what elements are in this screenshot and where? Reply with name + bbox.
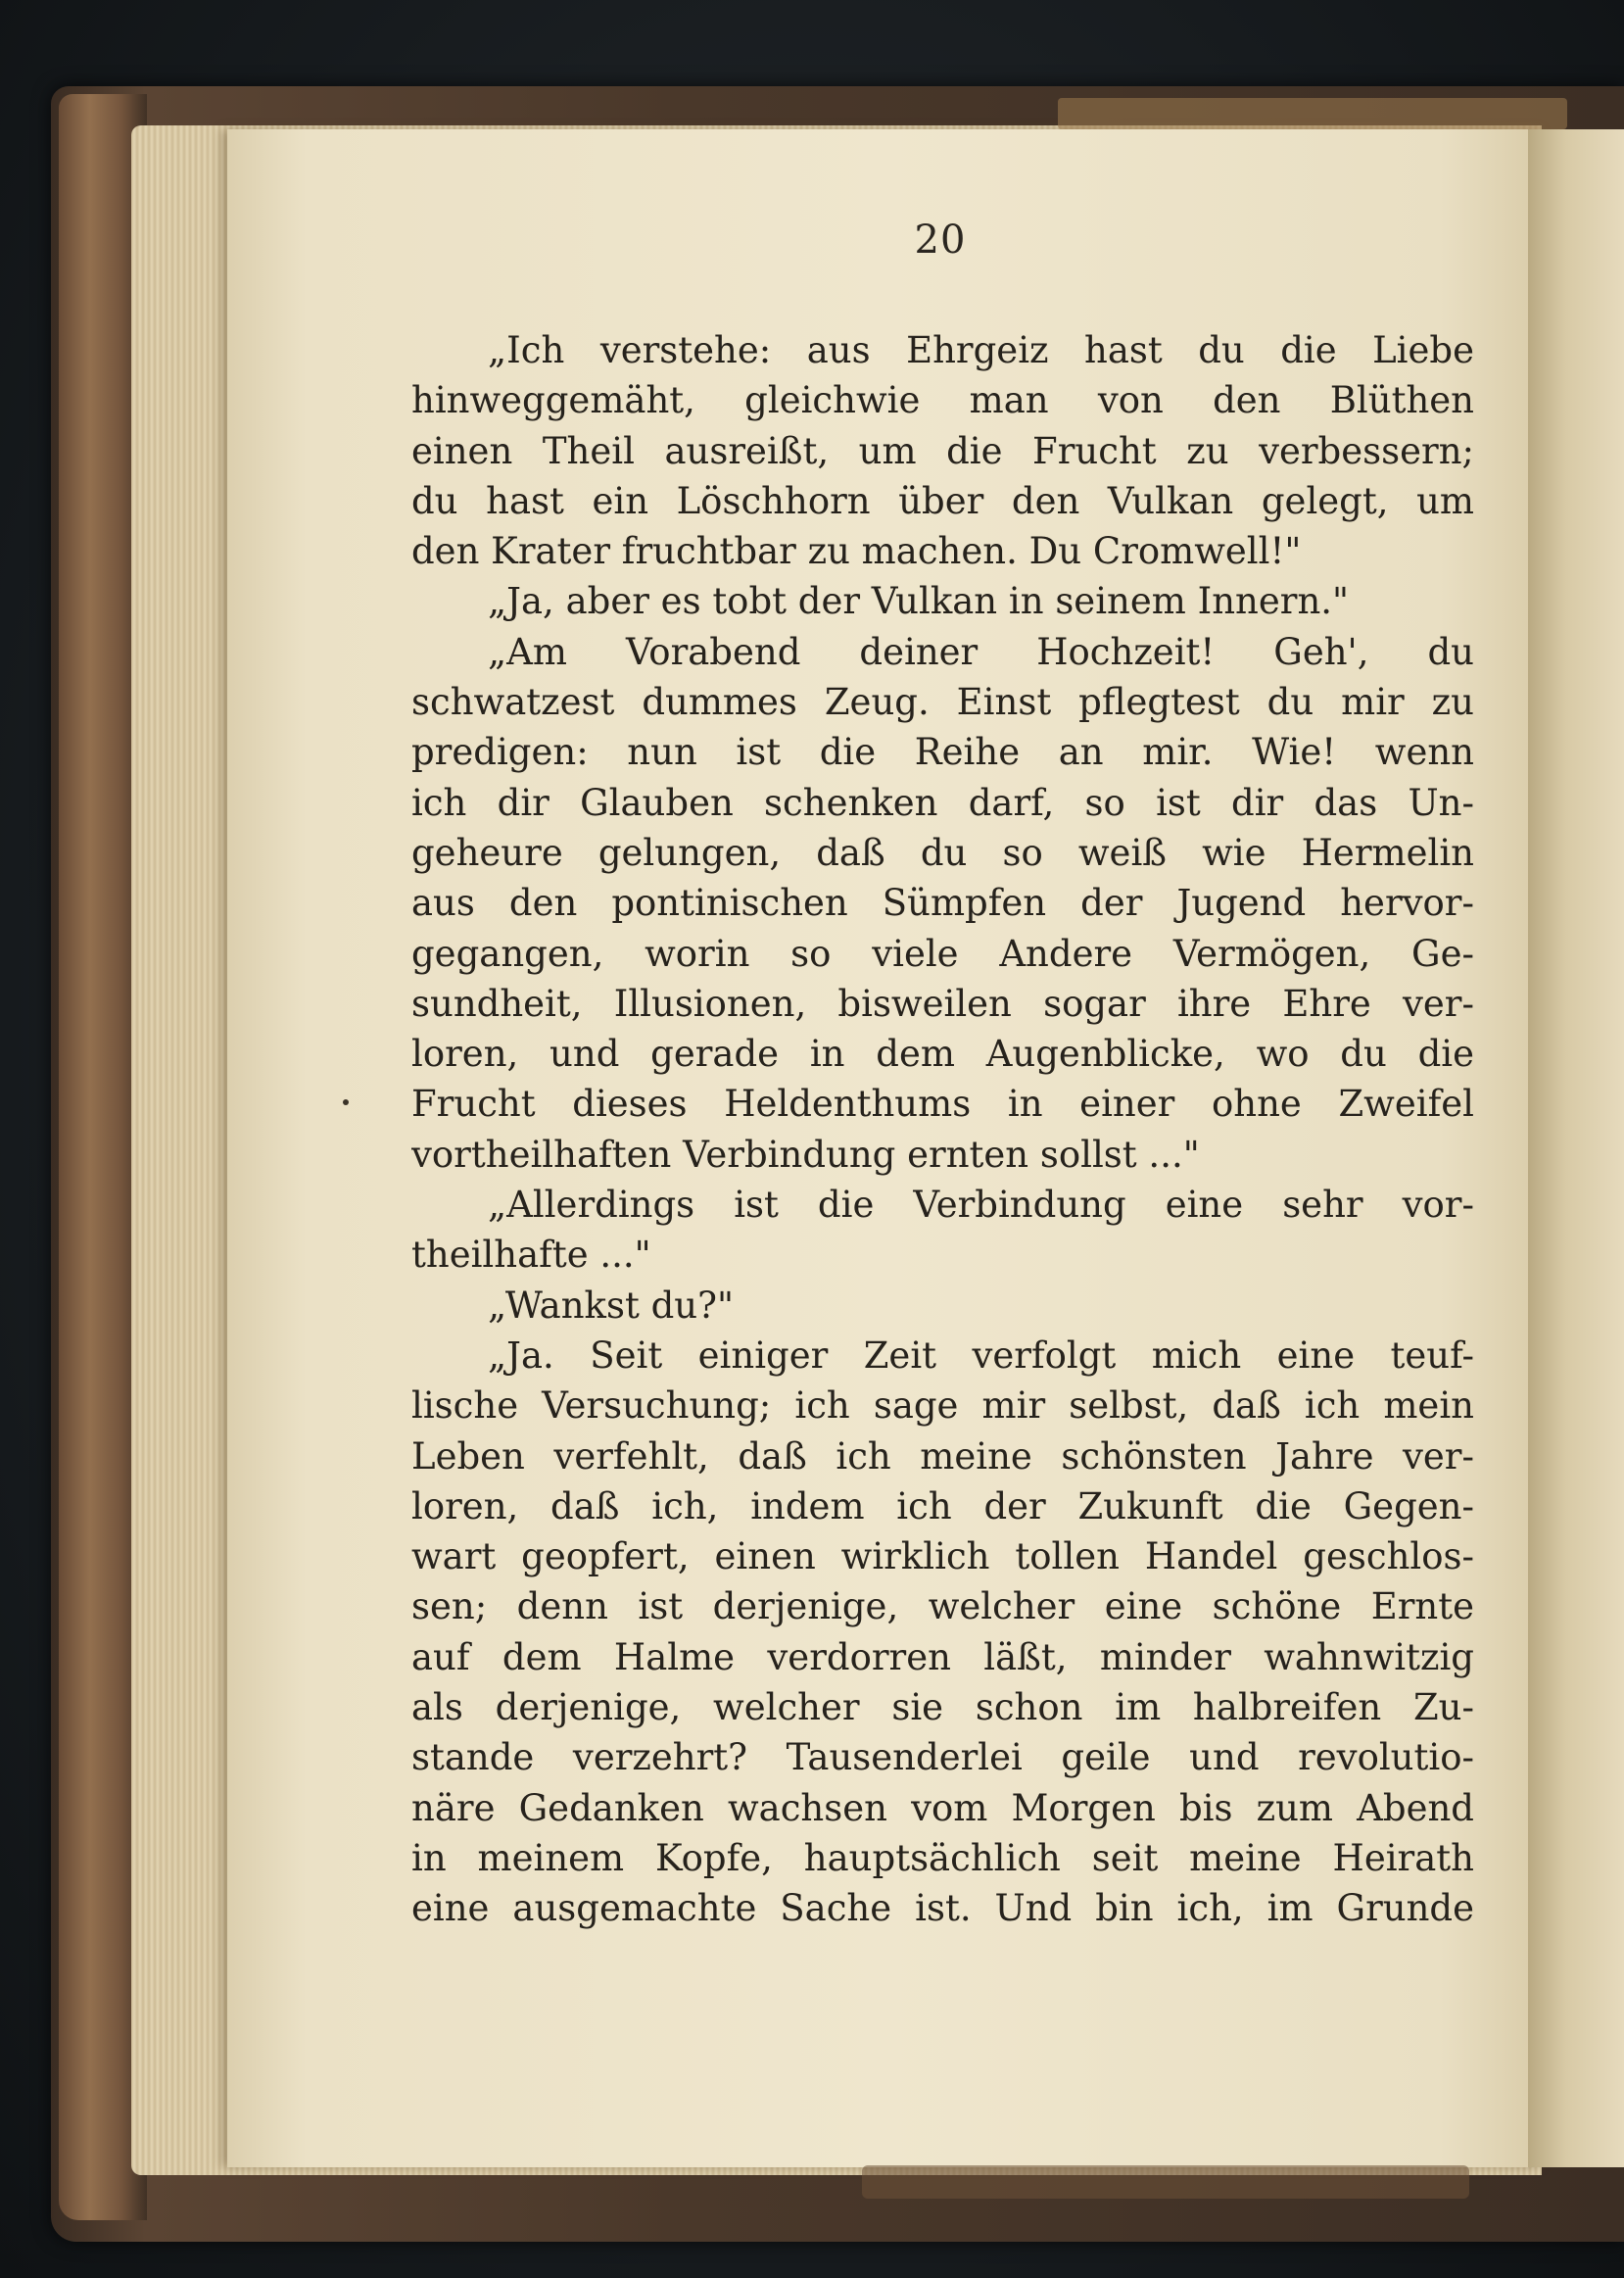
page-gutter [1528,129,1624,2167]
margin-mark [343,1099,349,1105]
text-line: loren, und gerade in dem Augenblicke, wo du die [411,1033,1474,1076]
text-line: ich dir Glauben schenken darf, so ist dir das Un- [411,781,1474,824]
text-line: eine ausgemachte Sache ist. Und bin ich, im Grunde [411,1887,1474,1930]
text-line: näre Gedanken wachsen vom Morgen bis zum Abend [411,1786,1474,1829]
text-line: du hast ein Löschhorn über den Vulkan gelegt, um [411,479,1474,522]
text-line: sundheit, Illusionen, bisweilen sogar ihre Ehre ver- [411,982,1474,1025]
text-line: sen; denn ist derjenige, welcher eine schöne Ernte [411,1585,1474,1628]
text-line: „Ja, aber es tobt der Vulkan in seinem Innern." [488,580,1350,623]
text-line: stande verzehrt? Tausenderlei geile und revolutio- [411,1736,1474,1779]
cover-stain-bottom [862,2165,1469,2199]
text-line: den Krater fruchtbar zu machen. Du Cromwell!" [411,530,1302,573]
text-line: „Ja. Seit einiger Zeit verfolgt mich eine teuf- [488,1333,1474,1377]
text-line: als derjenige, welcher sie schon im halbreifen Zu- [411,1686,1474,1729]
text-line: „Ich verstehe: aus Ehrgeiz hast du die Liebe [488,329,1474,371]
text-line: „Wankst du?" [488,1284,734,1327]
text-line: theilhafte ..." [411,1234,651,1277]
text-line: Leben verfehlt, daß ich meine schönsten Jahre ver- [411,1434,1474,1478]
text-line: lische Versuchung; ich sage mir selbst, daß ich mein [411,1384,1474,1428]
text-line: predigen: nun ist die Reihe an mir. Wie! wenn [411,731,1474,774]
text-line: Frucht dieses Heldenthums in einer ohne Zweifel [411,1083,1474,1126]
text-line: hinweggemäht, gleichwie man von den Blüthen [411,379,1474,422]
text-line: „Am Vorabend deiner Hochzeit! Geh', du [488,630,1474,673]
text-line: aus den pontinischen Sümpfen der Jugend hervor- [411,882,1474,925]
text-line: wart geopfert, einen wirklich tollen Handel geschlos- [411,1535,1474,1578]
text-line: gegangen, worin so viele Andere Vermögen, Ge- [411,932,1474,975]
text-line: loren, daß ich, indem ich der Zukunft die Gegen- [411,1484,1474,1527]
page-number: 20 [914,218,967,263]
page-text [411,325,1474,1934]
text-line: vortheilhaften Verbindung ernten sollst ..." [411,1133,1200,1176]
text-line: in meinem Kopfe, hauptsächlich seit meine Heirath [411,1836,1474,1879]
text-line: geheure gelungen, daß du so weiß wie Hermelin [411,831,1474,874]
text-line: „Allerdings ist die Verbindung eine sehr vor- [488,1184,1474,1227]
text-line: auf dem Halme verdorren läßt, minder wahnwitzig [411,1635,1474,1678]
text-line: einen Theil ausreißt, um die Frucht zu verbessern; [411,429,1474,472]
cover-stain-top [1058,98,1567,129]
text-line: schwatzest dummes Zeug. Einst pflegtest du mir zu [411,681,1474,724]
